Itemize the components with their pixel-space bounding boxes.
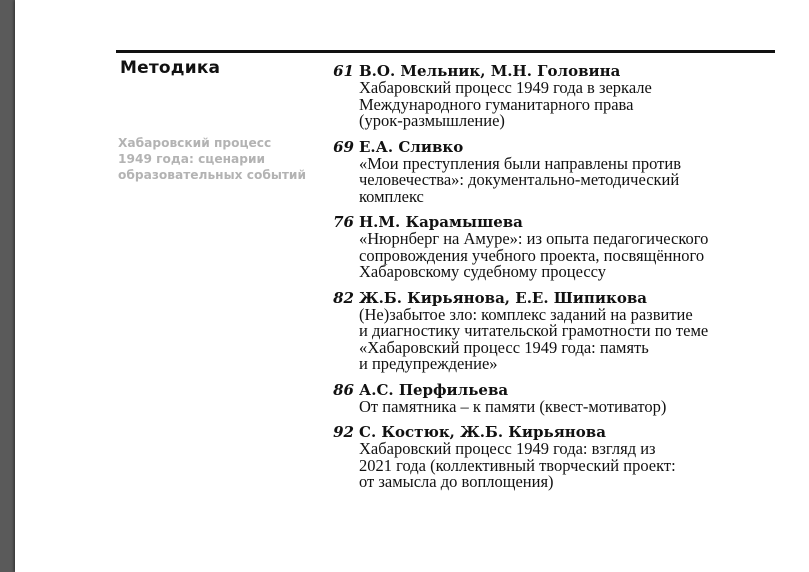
entry-title-line: человечества»: документально-методический: [359, 170, 680, 189]
entry-page-number: 69: [333, 137, 354, 156]
table-of-contents: [330, 63, 800, 500]
entry-page-number: 76: [333, 213, 354, 231]
section-rule: [116, 50, 775, 53]
document-page: [15, 0, 809, 572]
section-note-line: 1949 года: сценарии: [118, 152, 266, 166]
entry-title: [359, 396, 800, 416]
entry-title-line: (Не)забытое зло: комплекс заданий на развитие: [359, 304, 693, 324]
entry-page-number: 86: [333, 380, 354, 399]
entry-title-line: 2021 года (коллективный творческий проект:: [359, 455, 676, 475]
section-title: Методика: [120, 58, 221, 78]
entry-title-line: и предупреждение»: [359, 354, 498, 373]
entry-title-line: и диагностику читательской грамотности по теме: [359, 321, 709, 340]
entry-title-line: (урок-размышление): [359, 111, 505, 130]
entry-authors: С. Костюк, Ж.Б. Кирьянова: [359, 423, 606, 441]
toc-entry[interactable]: [330, 63, 800, 130]
section-note-line: Хабаровский процесс: [118, 136, 272, 150]
entry-title-line: Хабаровский процесс 1949 года: взгляд из: [359, 439, 656, 458]
entry-title-line: от замысла до воплощения): [359, 472, 554, 491]
toc-entry[interactable]: [330, 290, 800, 373]
entry-authors: Ж.Б. Кирьянова, Е.Е. Шипикова: [359, 288, 648, 307]
section-note-line: образовательных событий: [118, 168, 307, 182]
toc-entry[interactable]: [330, 214, 800, 281]
entry-authors: А.С. Перфильева: [359, 380, 509, 399]
section-note: [118, 135, 318, 183]
toc-entry[interactable]: [330, 382, 800, 416]
entry-title-line: От памятника – к памяти (квест-мотиватор): [359, 396, 667, 416]
entry-title-line: сопровождения учебного проекта, посвящённого: [359, 245, 705, 265]
entry-title: [359, 231, 800, 281]
toc-entry[interactable]: [330, 139, 800, 206]
entry-page-number: 92: [333, 423, 354, 441]
entry-title: [359, 80, 800, 130]
entry-title: [359, 441, 800, 491]
entry-title-line: «Мои преступления были направлены против: [359, 153, 681, 173]
entry-authors: Н.М. Карамышева: [359, 213, 523, 231]
toc-entry[interactable]: [330, 424, 800, 491]
entry-title-line: комплекс: [359, 186, 424, 206]
entry-title-line: «Нюрнберг на Амуре»: из опыта педагогического: [359, 229, 709, 248]
entry-authors: Е.А. Сливко: [359, 137, 464, 156]
entry-title-line: Хабаровский процесс 1949 года в зеркале: [359, 78, 652, 97]
entry-page-number: 61: [333, 62, 354, 80]
entry-title-line: Хабаровскому судебному процессу: [359, 262, 606, 281]
entry-authors: В.О. Мельник, М.Н. Головина: [359, 62, 621, 80]
entry-title-line: Международного гуманитарного права: [359, 94, 634, 114]
entry-title-line: «Хабаровский процесс 1949 года: память: [359, 337, 649, 357]
entry-title: [359, 153, 800, 206]
entry-page-number: 82: [333, 288, 354, 307]
entry-title: [359, 304, 800, 373]
